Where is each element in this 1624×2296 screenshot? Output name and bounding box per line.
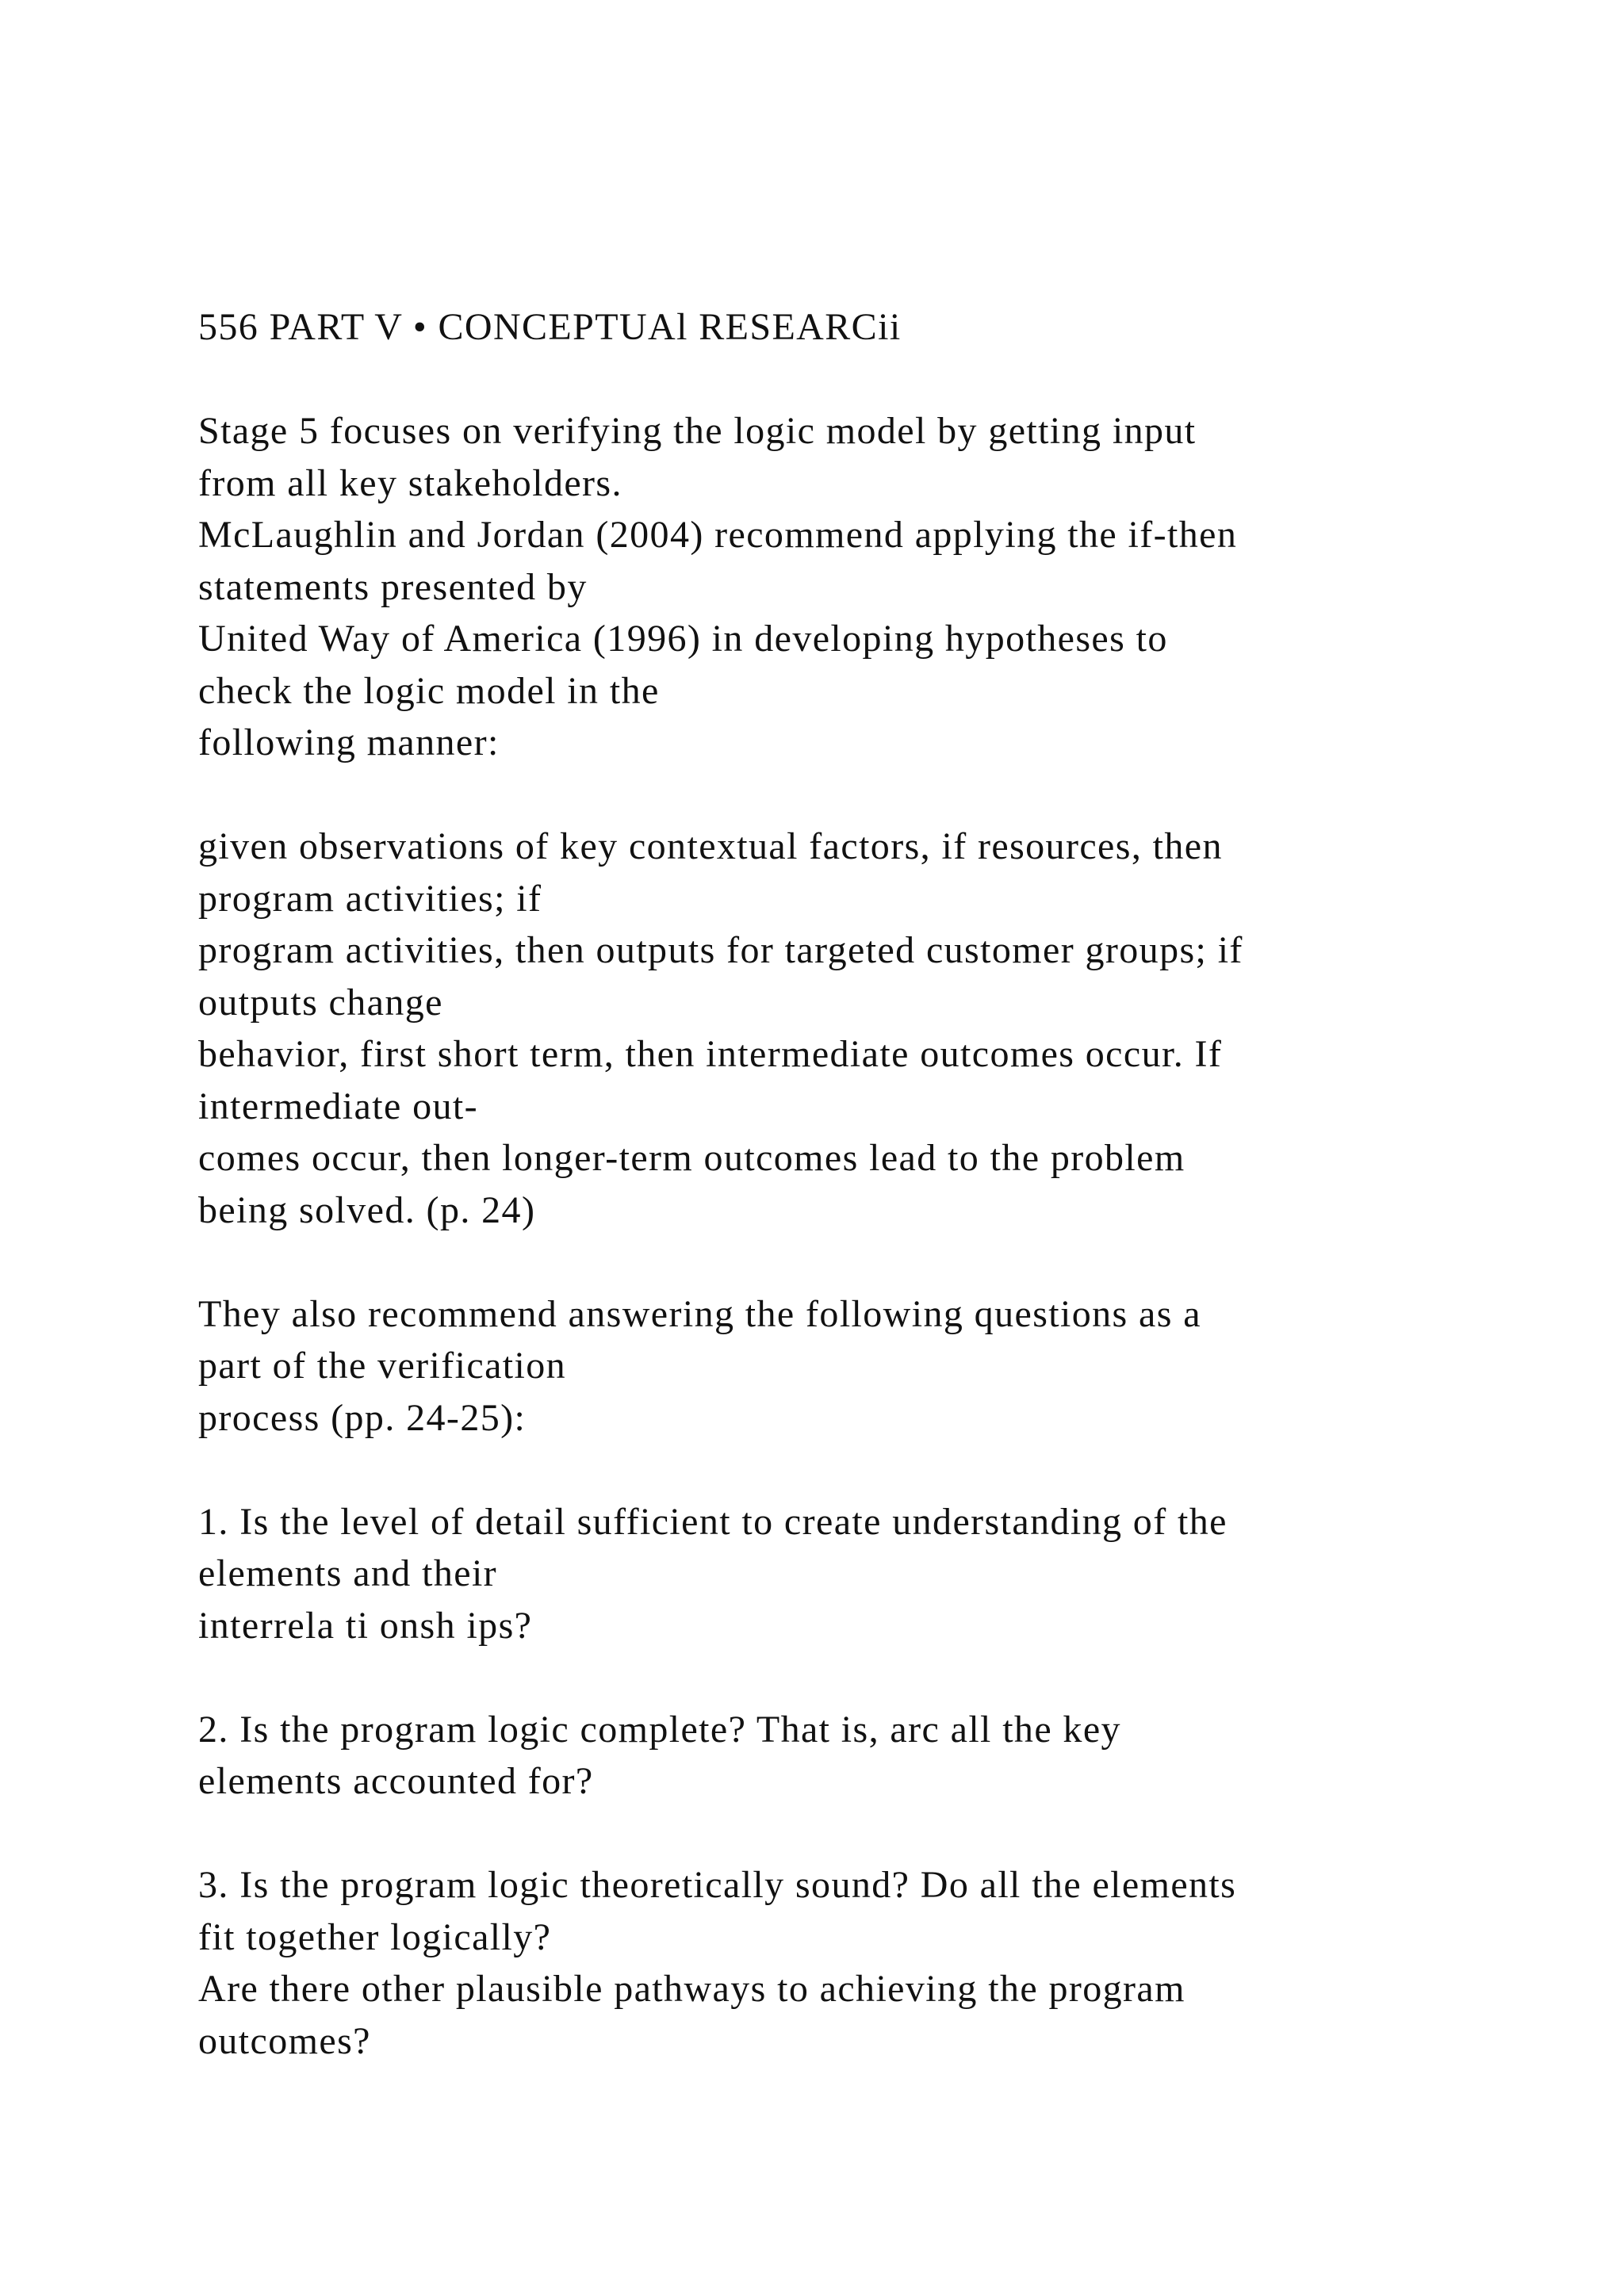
page-content (198, 301, 1546, 2067)
questions-intro-paragraph (198, 1288, 1546, 1445)
text-line: outputs change (198, 981, 443, 1024)
spacer (198, 1444, 1546, 1496)
text-line: Are there other plausible pathways to achieving the program (198, 1968, 1185, 2010)
text-line: program activities; if (198, 877, 542, 920)
question-3 (198, 1859, 1546, 2067)
text-line: check the logic model in the (198, 669, 660, 712)
question-2 (198, 1704, 1546, 1808)
text-line: statements presented by (198, 565, 588, 608)
text-line: 2. Is the program logic complete? That is, arc all the key (198, 1708, 1121, 1751)
text-line: 1. Is the level of detail sufficient to create understanding of the (198, 1500, 1228, 1543)
text-line: comes occur, then longer-term outcomes lead to the problem (198, 1137, 1185, 1179)
text-line: intermediate out- (198, 1085, 479, 1127)
text-line: elements and their (198, 1552, 498, 1594)
text-line: program activities, then outputs for targeted customer groups; if (198, 929, 1243, 971)
running-head: 556 PART V • CONCEPTUAl RESEARCii (198, 306, 902, 348)
spacer (198, 1808, 1546, 1860)
text-line: outcomes? (198, 2019, 371, 2062)
text-line: following manner: (198, 721, 500, 763)
text-line: being solved. (p. 24) (198, 1188, 536, 1231)
text-line: elements accounted for? (198, 1760, 594, 1802)
text-line: They also recommend answering the following questions as a (198, 1292, 1201, 1335)
text-line: interrela ti onsh ips? (198, 1604, 533, 1647)
question-1 (198, 1496, 1546, 1652)
text-line: part of the verification (198, 1345, 567, 1387)
text-line: behavior, first short term, then intermediate outcomes occur. If (198, 1033, 1223, 1075)
spacer (198, 354, 1546, 406)
spacer (198, 1236, 1546, 1288)
text-line: Stage 5 focuses on verifying the logic model by getting input (198, 410, 1197, 452)
spacer (198, 1651, 1546, 1704)
text-line: fit together logically? (198, 1915, 552, 1958)
text-line: United Way of America (1996) in developing hypotheses to (198, 618, 1168, 660)
text-line: McLaughlin and Jordan (2004) recommend applying the if-then (198, 514, 1238, 556)
text-line: 3. Is the program logic theoretically sound? Do all the elements (198, 1864, 1237, 1906)
text-line: from all key stakeholders. (198, 461, 622, 504)
block-quote (198, 821, 1546, 1236)
text-line: given observations of key contextual factors, if resources, then (198, 825, 1223, 867)
spacer (198, 769, 1546, 821)
text-line: process (pp. 24-25): (198, 1396, 527, 1439)
intro-paragraph (198, 405, 1546, 769)
